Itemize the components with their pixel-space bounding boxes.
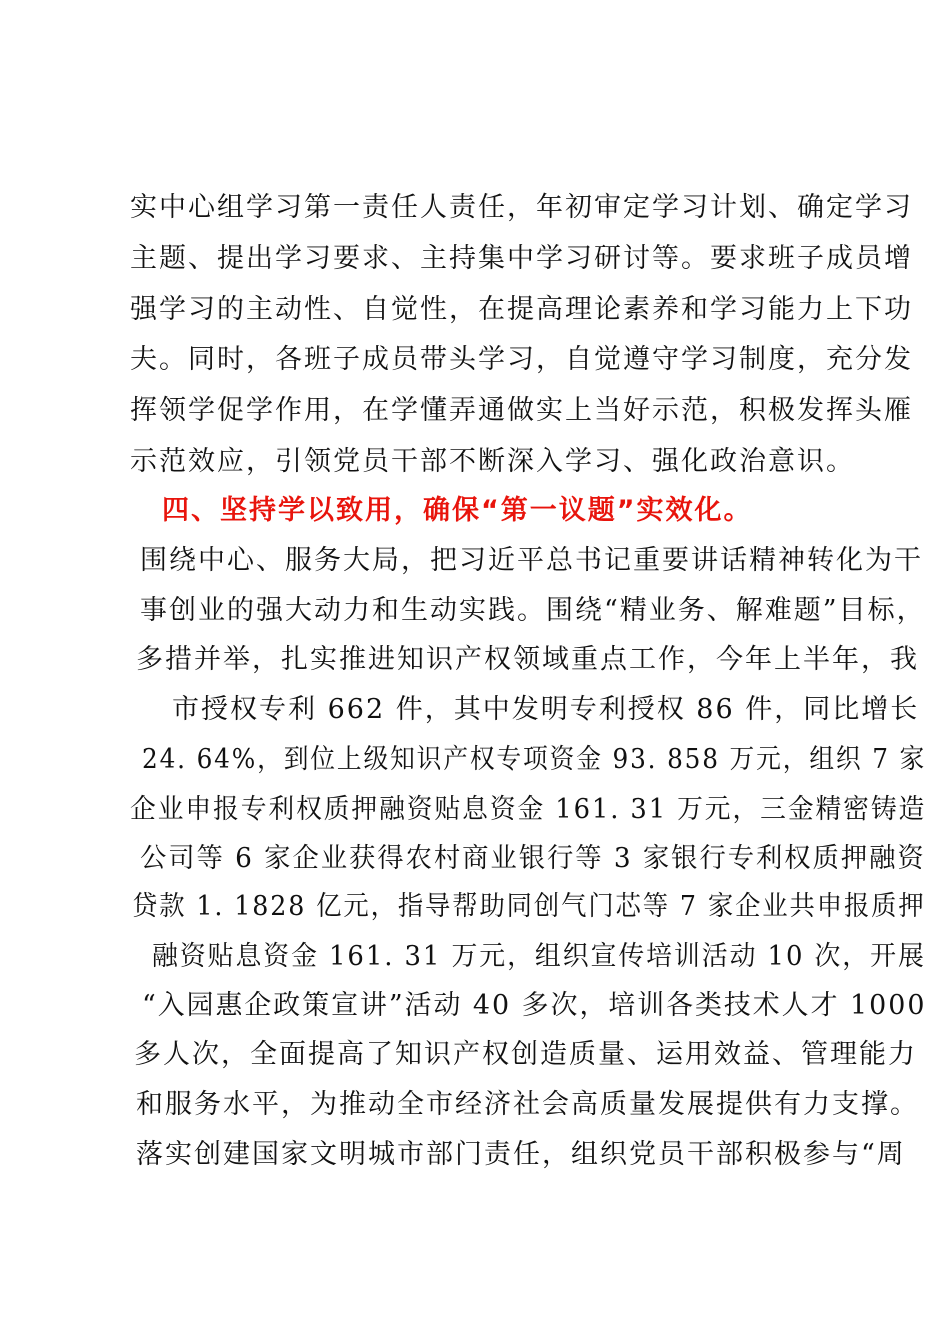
paragraph-1-line-4: 夫。同时，各班子成员带头学习，自觉遵守学习制度，充分发 [130,344,913,375]
paragraph-1-line-5: 挥领学促学作用，在学懂弄通做实上当好示范，积极发挥头雁 [130,395,913,426]
paragraph-1-line-3: 强学习的主动性、自觉性，在提高理论素养和学习能力上下功 [130,294,913,325]
paragraph-2-line-6: 企业申报专利权质押融资贴息资金 161. 31 万元，三金精密铸造 [130,794,927,825]
paragraph-1-line-1: 实中心组学习第一责任人责任，年初审定学习计划、确定学习 [130,192,913,223]
paragraph-1-line-6: 示范效应，引领党员干部不断深入学习、强化政治意识。 [130,446,855,477]
paragraph-2-line-13: 落实创建国家文明城市部门责任，组织党员干部积极参与“周 [136,1139,906,1170]
paragraph-2-line-8: 贷款 1. 1828 亿元，指导帮助同创气门芯等 7 家企业共申报质押 [132,891,926,922]
paragraph-2-line-10: “入园惠企政策宣讲”活动 40 多次，培训各类技术人才 1000 [142,990,927,1021]
paragraph-2-line-7: 公司等 6 家企业获得农村商业银行等 3 家银行专利权质押融资 [140,843,926,874]
paragraph-2-line-5: 24. 64%，到位上级知识产权专项资金 93. 858 万元，组织 7 家 [142,744,927,775]
paragraph-2-line-4: 市授权专利 662 件，其中发明专利授权 86 件，同比增长 [172,694,920,725]
paragraph-2-line-12: 和服务水平，为推动全市经济社会高质量发展提供有力支撑。 [136,1089,919,1120]
paragraph-2-line-11: 多人次，全面提高了知识产权创造质量、运用效益、管理能力 [134,1039,917,1070]
paragraph-2-line-9: 融资贴息资金 161. 31 万元，组织宣传培训活动 10 次，开展 [152,941,926,972]
paragraph-2-line-3: 多措并举，扎实推进知识产权领域重点工作，今年上半年，我 [136,644,919,675]
paragraph-2-line-2: 事创业的强大动力和生动实践。围绕“精业务、解难题”目标， [140,595,926,626]
section-heading: 四、坚持学以致用，确保“第一议题”实效化。 [162,495,753,526]
paragraph-1-line-2: 主题、提出学习要求、主持集中学习研讨等。要求班子成员增 [130,243,913,274]
paragraph-2-line-1: 围绕中心、服务大局，把习近平总书记重要讲话精神转化为干 [140,545,923,576]
